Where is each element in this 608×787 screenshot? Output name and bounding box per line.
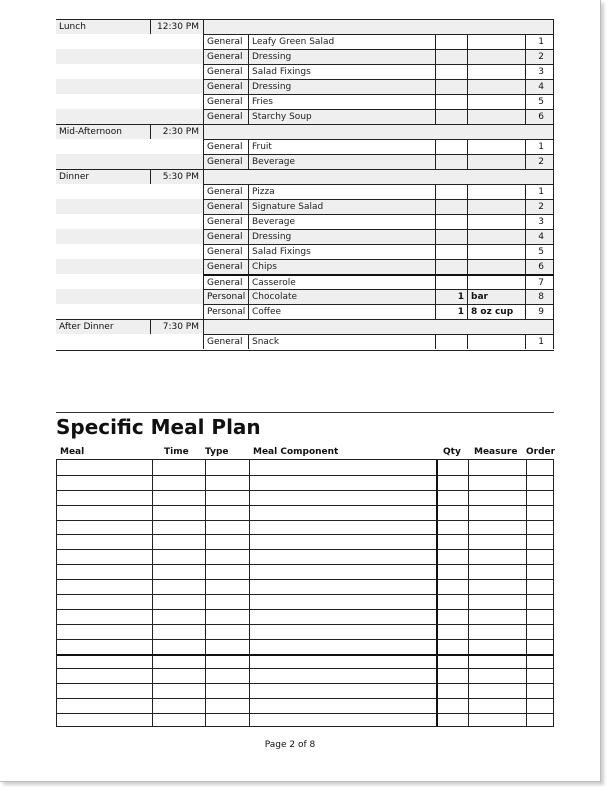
meal-header-row xyxy=(56,319,554,334)
item-qty xyxy=(436,79,468,94)
item-qty xyxy=(436,229,468,244)
item-type: General xyxy=(204,109,248,124)
item-order: 9 xyxy=(526,304,554,319)
item-order: 1 xyxy=(526,139,554,154)
meal-item-row xyxy=(56,304,554,319)
meal-time: 12:30 PM xyxy=(151,19,204,34)
item-type: General xyxy=(204,154,248,169)
item-order: 3 xyxy=(526,64,554,79)
item-order: 7 xyxy=(526,274,554,289)
item-component: Casserole xyxy=(248,274,436,289)
item-type: General xyxy=(204,334,248,349)
item-component: Fries xyxy=(248,94,436,109)
item-component: Dressing xyxy=(248,79,436,94)
item-measure xyxy=(468,34,526,49)
item-measure xyxy=(468,244,526,259)
item-order: 1 xyxy=(526,184,554,199)
item-measure: bar xyxy=(468,289,526,304)
meal-item-row xyxy=(56,64,554,79)
meal-header-row xyxy=(56,169,554,184)
meal-time: 7:30 PM xyxy=(151,319,204,334)
item-measure xyxy=(468,79,526,94)
item-qty xyxy=(436,34,468,49)
grid-row-line xyxy=(57,505,553,506)
specific-meal-plan-grid xyxy=(56,459,554,727)
item-type: General xyxy=(204,34,248,49)
item-order: 4 xyxy=(526,229,554,244)
meal-item-row xyxy=(56,154,554,169)
meal-item-spacer xyxy=(56,274,204,289)
item-type: General xyxy=(204,244,248,259)
meal-item-spacer xyxy=(56,259,204,274)
grid-row-line xyxy=(57,639,553,640)
item-type: General xyxy=(204,229,248,244)
item-order: 6 xyxy=(526,109,554,124)
item-order: 2 xyxy=(526,199,554,214)
item-component: Chips xyxy=(248,259,436,274)
meal-header-fill xyxy=(204,319,554,334)
item-type: Personal xyxy=(204,304,248,319)
item-qty: 1 xyxy=(436,289,468,304)
meal-item-spacer xyxy=(56,229,204,244)
grid-row-line xyxy=(57,698,553,699)
meal-name: After Dinner xyxy=(56,319,151,334)
item-type: Personal xyxy=(204,289,248,304)
item-measure xyxy=(468,109,526,124)
meal-item-row xyxy=(56,139,554,154)
item-component: Chocolate xyxy=(248,289,436,304)
item-type: General xyxy=(204,139,248,154)
meal-item-spacer xyxy=(56,244,204,259)
col-header-component: Meal Component xyxy=(253,447,339,457)
meal-item-row xyxy=(56,49,554,64)
item-component: Salad Fixings xyxy=(248,64,436,79)
meal-item-spacer xyxy=(56,64,204,79)
item-component: Snack xyxy=(248,334,436,349)
grid-column-divider xyxy=(152,460,153,726)
item-measure: 8 oz cup xyxy=(468,304,526,319)
meal-item-spacer xyxy=(56,199,204,214)
grid-row-line xyxy=(57,654,553,656)
item-qty xyxy=(436,184,468,199)
meal-item-row xyxy=(56,229,554,244)
grid-row-line xyxy=(57,668,553,669)
item-qty xyxy=(436,334,468,349)
item-component: Dressing xyxy=(248,49,436,64)
meal-item-spacer xyxy=(56,289,204,304)
item-type: General xyxy=(204,259,248,274)
item-type: General xyxy=(204,94,248,109)
meal-item-row xyxy=(56,244,554,259)
item-measure xyxy=(468,334,526,349)
item-measure xyxy=(468,229,526,244)
item-qty xyxy=(436,214,468,229)
grid-row-line xyxy=(57,713,553,714)
meal-item-spacer xyxy=(56,139,204,154)
meal-item-row xyxy=(56,94,554,109)
item-component: Coffee xyxy=(248,304,436,319)
meal-item-spacer xyxy=(56,94,204,109)
page-number: Page 2 of 8 xyxy=(264,740,316,750)
meal-item-row xyxy=(56,184,554,199)
item-component: Pizza xyxy=(248,184,436,199)
item-component: Leafy Green Salad xyxy=(248,34,436,49)
meal-time: 2:30 PM xyxy=(151,124,204,139)
meal-header-fill xyxy=(204,169,554,184)
grid-row-line xyxy=(57,564,553,565)
item-qty xyxy=(436,244,468,259)
item-component: Fruit xyxy=(248,139,436,154)
item-order: 1 xyxy=(526,334,554,349)
grid-row-line xyxy=(57,534,553,535)
item-order: 2 xyxy=(526,49,554,64)
col-header-order: Order xyxy=(526,447,556,457)
meal-time: 5:30 PM xyxy=(151,169,204,184)
section-divider xyxy=(56,412,554,413)
item-order: 6 xyxy=(526,259,554,274)
item-order: 5 xyxy=(526,94,554,109)
item-qty xyxy=(436,199,468,214)
item-component: Beverage xyxy=(248,154,436,169)
meal-item-spacer xyxy=(56,334,204,349)
col-header-measure: Measure xyxy=(474,447,518,457)
meal-header-row xyxy=(56,124,554,139)
item-component: Beverage xyxy=(248,214,436,229)
item-order: 4 xyxy=(526,79,554,94)
item-measure xyxy=(468,94,526,109)
meal-item-row xyxy=(56,259,554,274)
col-header-time: Time xyxy=(164,447,189,457)
item-qty: 1 xyxy=(436,304,468,319)
col-header-meal: Meal xyxy=(60,447,85,457)
grid-column-divider xyxy=(436,460,438,726)
item-measure xyxy=(468,154,526,169)
meal-item-row xyxy=(56,34,554,49)
grid-row-line xyxy=(57,624,553,625)
grid-row-line xyxy=(57,683,553,684)
grid-column-divider xyxy=(468,460,469,726)
item-order: 1 xyxy=(526,34,554,49)
item-type: General xyxy=(204,199,248,214)
meal-item-spacer xyxy=(56,109,204,124)
meal-item-row xyxy=(56,289,554,304)
grid-row-line xyxy=(57,520,553,521)
col-header-type: Type xyxy=(205,447,229,457)
item-measure xyxy=(468,64,526,79)
meal-name: Mid-Afternoon xyxy=(56,124,151,139)
item-qty xyxy=(436,94,468,109)
meal-item-row xyxy=(56,274,554,289)
grid-row-line xyxy=(57,579,553,580)
meal-item-spacer xyxy=(56,214,204,229)
grid-row-line xyxy=(57,475,553,476)
item-measure xyxy=(468,139,526,154)
item-type: General xyxy=(204,184,248,199)
item-qty xyxy=(436,109,468,124)
item-measure xyxy=(468,49,526,64)
meal-item-row xyxy=(56,79,554,94)
grid-row-line xyxy=(57,490,553,491)
item-qty xyxy=(436,259,468,274)
item-qty xyxy=(436,49,468,64)
item-type: General xyxy=(204,64,248,79)
meal-item-spacer xyxy=(56,184,204,199)
item-type: General xyxy=(204,79,248,94)
meal-item-spacer xyxy=(56,154,204,169)
grid-column-divider xyxy=(526,460,527,726)
item-measure xyxy=(468,184,526,199)
meal-item-row xyxy=(56,334,554,351)
item-order: 8 xyxy=(526,289,554,304)
meal-header-row xyxy=(56,19,554,34)
meal-item-row xyxy=(56,199,554,214)
grid-row-line xyxy=(57,594,553,595)
item-qty xyxy=(436,139,468,154)
grid-column-divider xyxy=(205,460,206,726)
item-component: Signature Salad xyxy=(248,199,436,214)
item-order: 2 xyxy=(526,154,554,169)
item-component: Salad Fixings xyxy=(248,244,436,259)
meal-name: Dinner xyxy=(56,169,151,184)
col-header-qty: Qty xyxy=(443,447,461,457)
item-measure xyxy=(468,274,526,289)
item-measure xyxy=(468,214,526,229)
grid-row-line xyxy=(57,549,553,550)
item-type: General xyxy=(204,274,248,289)
meal-name: Lunch xyxy=(56,19,151,34)
item-type: General xyxy=(204,49,248,64)
meal-item-spacer xyxy=(56,304,204,319)
item-qty xyxy=(436,64,468,79)
item-order: 3 xyxy=(526,214,554,229)
meal-item-row xyxy=(56,109,554,124)
item-component: Starchy Soup xyxy=(248,109,436,124)
item-type: General xyxy=(204,214,248,229)
item-component: Dressing xyxy=(248,229,436,244)
meal-item-spacer xyxy=(56,49,204,64)
meal-item-spacer xyxy=(56,79,204,94)
meal-header-fill xyxy=(204,19,554,34)
item-measure xyxy=(468,259,526,274)
item-measure xyxy=(468,199,526,214)
item-qty xyxy=(436,274,468,289)
item-qty xyxy=(436,154,468,169)
meal-item-spacer xyxy=(56,34,204,49)
section-title: Specific Meal Plan xyxy=(56,415,261,439)
grid-column-divider xyxy=(249,460,250,726)
grid-row-line xyxy=(57,609,553,610)
meal-header-fill xyxy=(204,124,554,139)
item-order: 5 xyxy=(526,244,554,259)
meal-item-row xyxy=(56,214,554,229)
